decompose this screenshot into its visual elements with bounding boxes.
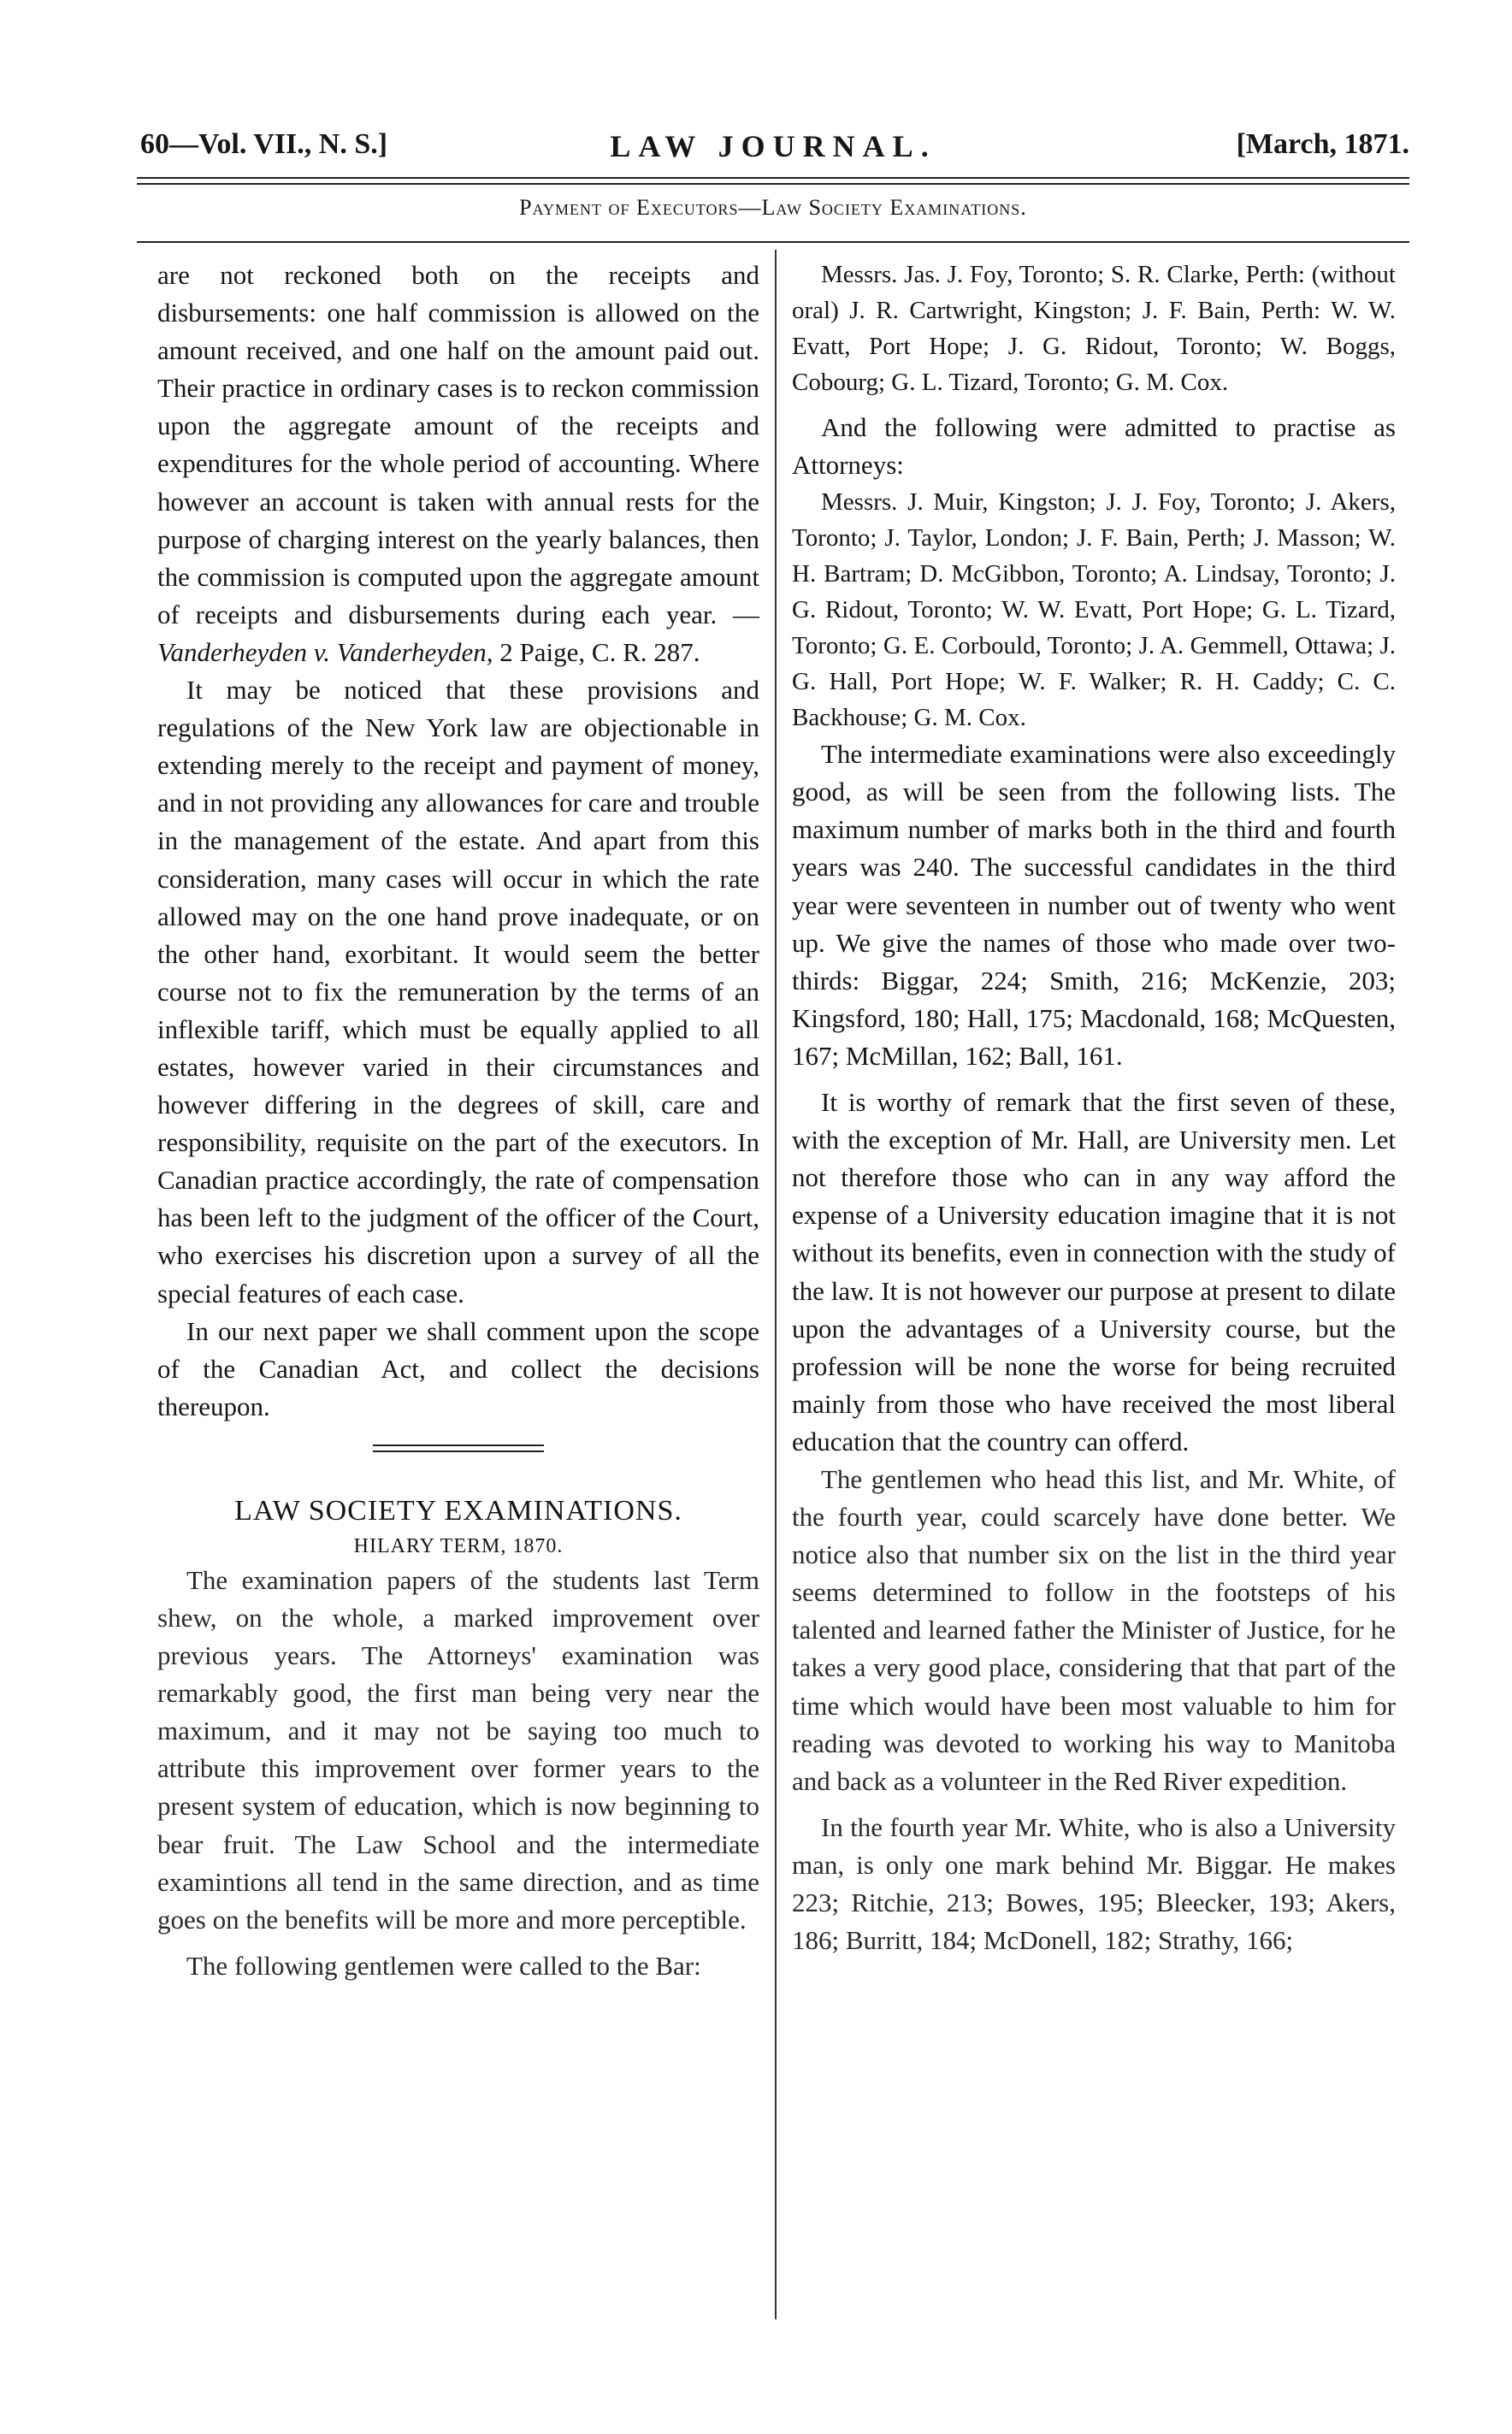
section-divider [373,1444,544,1452]
paragraph-attorneys-intro: And the following were admitted to practise as Attorneys: [792,412,1396,481]
header-rule-top [137,177,1409,179]
paragraph-university: It is worthy of remark that the first seven of these, with the exception of Mr. Hall, are University men. Let not therefore those who can in any way afford the expense of a University education imagine that it is not without its benefits, even in connection with the study of the law. It is not however our purpose at present to dilate upon the advantages of a University course, but the profession will be none the worse for being recruited mainly from those who have received the most liberal education that the country can offerd. [792,1087,1396,1456]
case-name: Vanderheyden v. Vanderheyden, [157,636,493,667]
bar-names-list: Messrs. Jas. J. Foy, Toronto; S. R. Clarke, Perth: (without oral) J. R. Cartwright, Kingston; J. F. Bain, Perth: W. W. Evatt, Port Hope; J. G. Ridout, Toronto; W. Boggs, Cobourg; G. L. Tizard, Toronto; G. M. Cox. [792,261,1396,396]
header-rule-bottom [137,183,1409,185]
section-title: LAW SOCIETY EXAMINATIONS. [234,1494,682,1527]
paragraph-gentlemen: The gentlemen who head this list, and Mr. White, of the fourth year, could scarcely have done better. We notice also that number six on the list in the third year seems determined to follow in the footsteps of his talented and learned father the Minister of Justice, for he takes a very good place, considering that that part of the time which would have been most valuable to him for reading was devoted to working his way to Manitoba and back as a volunteer in the Red River expedition. [792,1463,1396,1796]
column-divider [775,250,777,2319]
issue-date: [March, 1871. [1236,128,1409,160]
journal-title: LAW JOURNAL. [610,129,936,163]
running-title-rule [137,241,1409,243]
running-title: Payment of Executors—Law Society Examinations. [519,195,1027,220]
paragraph-called-to-bar: The following gentlemen were called to the Bar: [186,1950,701,1981]
paragraph-intermediate: The intermediate examinations were also exceedingly good, as will be seen from the following lists. The maximum number of marks both in the third and fourth years was 240. The successful candidates in the third year were seventeen in number out of twenty who went up. We give the names of those who made over two-thirds: Biggar, 224; Smith, 216; McKenzie, 203; Kingsford, 180; Hall, 175; Macdonald, 168; McQuesten, 167; McMillan, 162; Ball, 161. [792,739,1396,1071]
paragraph-fourth-year: In the fourth year Mr. White, who is also a University man, is only one mark behind Mr. Biggar. He makes 223; Ritchie, 213; Bowes, 195; Bleecker, 193; Akers, 186; Burritt, 184; McDonell, 182; Strathy, 166; [792,1811,1396,1956]
left-column [157,257,759,1985]
right-column [792,257,1396,1959]
volume-label: 60—Vol. VII., N. S.] [140,128,388,160]
paragraph-examination-papers: The examination papers of the students last Term shew, on the whole, a marked improvement over previous years. The Attorneys' examination was remarkably good, the first man being very near the maximum, and it may not be saying too much to attribute this improvement over former years to the present system of education, which is now beginning to bear fruit. The Law School and the intermediate examintions all tend in the same direction, and as time goes on the benefits will be more and more perceptible. [157,1564,759,1935]
paragraph-commission: are not reckoned both on the receipts and disbursements: one half commission is allowed on the amount received, and one half on the amount paid out. Their practice in ordinary cases is to reckon commission upon the aggregate amount of the receipts and expenditures for the whole period of accounting. Where however an account is taken with annual rests for the purpose of charging interest on the yearly balances, then the commission is computed upon the aggregate amount of receipts and disbursements during each year. —Vanderheyden v. Vanderheyden, 2 Paige, C. R. 287. [157,260,759,667]
page-header [137,128,1409,171]
section-subtitle: HILARY TERM, 1870. [353,1534,564,1557]
attorney-names-list: Messrs. J. Muir, Kingston; J. J. Foy, Toronto; J. Akers, Toronto; J. Taylor, London; J. F. Bain, Perth; J. Masson; W. H. Bartram; D. McGibbon, Toronto; A. Lindsay, Toronto; J. G. Ridout, Toronto; W. W. Evatt, Port Hope; G. L. Tizard, Toronto; G. E. Corbould, Toronto; J. A. Gemmell, Ottawa; J. G. Hall, Port Hope; W. F. Walker; R. H. Caddy; C. C. Backhouse; G. M. Cox. [792,488,1396,732]
paragraph-next-paper: In our next paper we shall comment upon the scope of the Canadian Act, and collect the decisions thereupon. [157,1315,759,1421]
paragraph-new-york-law: It may be noticed that these provisions and regulations of the New York law are objectionable in extending merely to the receipt and payment of money, and in not providing any allowances for care and trouble in the management of the estate. And apart from this consideration, many cases will occur in which the rate allowed may on the one hand prove inadequate, or on the other hand, exorbitant. It would seem the better course not to fix the remuneration by the terms of an inflexible tariff, which must be equally applied to all estates, however varied in their circumstances and however differing in the degrees of skill, care and responsibility, requisite on the part of the executors. In Canadian practice accordingly, the rate of compensation has been left to the judgment of the officer of the Court, who exercises his discretion upon a survey of all the special features of each case. [157,675,759,1309]
